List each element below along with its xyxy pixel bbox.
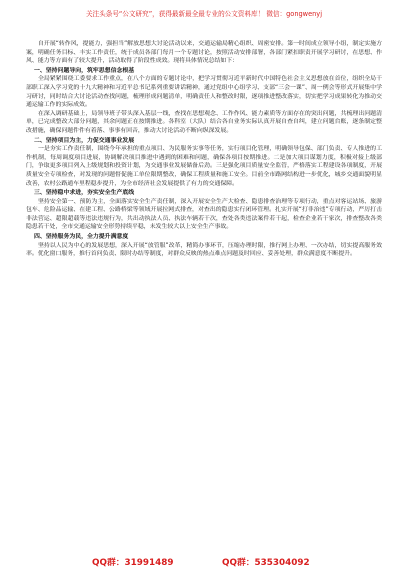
section-paragraph: 一是夯实工作责任制，围绕今年承担的重点项目、为民服务实事等任务，实行项目化管理，明确领导包保、部门负责、专人推进的工作机制，每周调度项目进展，协调解决项目推进中遇到的困难和问题，确保各项目按期推进。二是加大项目谋划力度，积极对接上级部门，争取更多项目列入上级规划和投资计划，为交通事业发展储备后劲。三是强化项目质量安全监管，严格落实工程建设各项制度，开展质量安全专项检查，对发现的问题督促施工单位限期整改，确保工程质量和施工安全。目前全市路网结构进一步优化，城乡交通面貌明显改善，农村公路通车里程稳步提升，为全市经济社会发展提供了有力的交通保障。 bbox=[26, 146, 382, 187]
document-body bbox=[26, 40, 382, 259]
section-paragraph: 在深入调研基础上，局领导班子带头深入基层一线，查找在思想观念、工作作风、能力素质等方面存在的突出问题，共梳理出问题清单，已完成整改大部分问题，其余问题正在按期推进。各科室（大队）结合各自业务实际认真开展自查自纠，建立问题台账，逐条制定整改措施，确保问题件件有着落、事事有回音，推动大讨论活动不断向纵深发展。 bbox=[26, 110, 382, 134]
section-heading-3: 三、坚持稳中求进，夯实安全生产底线 bbox=[34, 190, 135, 197]
qq-group-1: QQ群：31991489 bbox=[92, 558, 174, 568]
section-paragraph: 全局紧紧围绕工委要求工作重点，在八个方面的专题讨论中，把学习贯彻习近平新时代中国特色社会主义思想放在首位，组织全局干部职工深入学习党的十九大精神和习近平总书记系列重要讲话精神，通过党组中心组学习、支部“三会一课”、周一例会等形式开展集中学习研讨，同时结合大讨论活动查找问题，梳理形成问题清单，明确责任人和整改时限，逐项推进整改落实，切实把学习成果转化为推动交通运输工作的实际成效。 bbox=[26, 76, 382, 109]
top-banner: 关注头条号“公文研究”，获得最新最全最专业的公文资料库！ 微信：gongwenyj bbox=[14, 6, 394, 22]
section-paragraph: 坚持以人民为中心的发展思想，深入开展“放管服”改革，精简办事环节，压缩办理时限，推行网上办理、一次办结，切实提高服务效率。优化窗口服务，推行首问负责、限时办结等制度，对群众反映的热点难点问题及时回应、妥善处理，群众满意度不断提升。 bbox=[26, 242, 382, 258]
qq-group-2: QQ群：535304092 bbox=[222, 558, 310, 568]
footer bbox=[0, 555, 408, 569]
section-heading-1: 一、坚持问题导向，筑牢思想信念根基 bbox=[34, 67, 135, 74]
intro-paragraph: 自开展“转作风，提能力，强担当”解放思想大讨论活动以来，交通运输局精心组织、周密安排。第一时间成立领导小组，制定实施方案，明确任务目标、丰实工作责任，统于成员各部门每月一个专题讨论，按照活动安排部署，各部门紧扣职责开展学习研讨，在思想、作风、能力等方面有了较大提升，活动取得了阶段性成效。现将具体情况总结如下： bbox=[26, 41, 382, 65]
section-heading-4: 四、坚持服务为民，全力提升满意度 bbox=[34, 234, 129, 241]
section-heading-2: 二、坚持项目为主，力促交通事业发展 bbox=[34, 137, 135, 144]
section-paragraph: 坚持安全第一、预防为主，全面落实安全生产责任制，深入开展安全生产大检查、隐患排查治理等专项行动，重点对客运站场、旅游包车、危险品运输、在建工程、公路桥梁等领域开展拉网式排查，对查出的隐患实行闭环管理。扎实开展“打非治违”专项行动，严厉打击非法营运、超限超载等违法违规行为，共出动执法人员、执法车辆若干次，查处各类违法案件若干起，检查企业若干家次，排查整改各类隐患若干处，全市交通运输安全形势持续平稳，未发生较大以上安全生产事故。 bbox=[26, 198, 382, 231]
